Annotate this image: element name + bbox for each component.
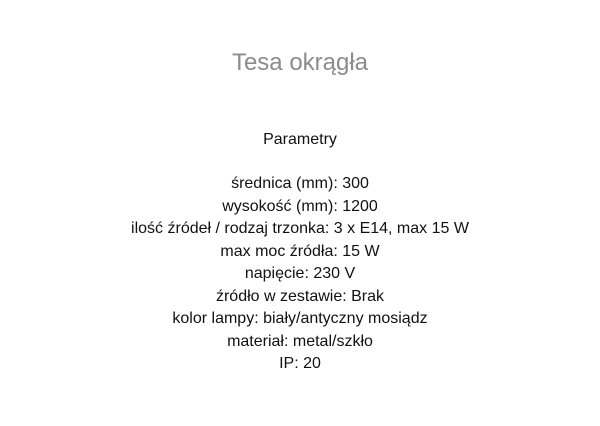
param-diameter: średnica (mm): 300 <box>231 175 369 192</box>
section-heading: Parametry <box>263 131 337 148</box>
param-material: materiał: metal/szkło <box>227 332 373 350</box>
param-ip: IP: 20 <box>279 355 321 372</box>
param-source-included: źródło w zestawie: Brak <box>215 287 385 305</box>
param-sources-socket: ilość źródeł / rodzaj trzonka: 3 x E14, max 15 W <box>131 220 469 237</box>
param-max-power: max moc źródła: 15 W <box>220 242 380 260</box>
param-height: wysokość (mm): 1200 <box>222 197 378 215</box>
param-lamp-color: kolor lampy: biały/antyczny mosiądz <box>172 310 428 327</box>
page-title: Tesa okrągła <box>231 49 369 76</box>
parameter-list <box>125 173 475 376</box>
param-voltage: napięcie: 230 V <box>244 265 356 282</box>
